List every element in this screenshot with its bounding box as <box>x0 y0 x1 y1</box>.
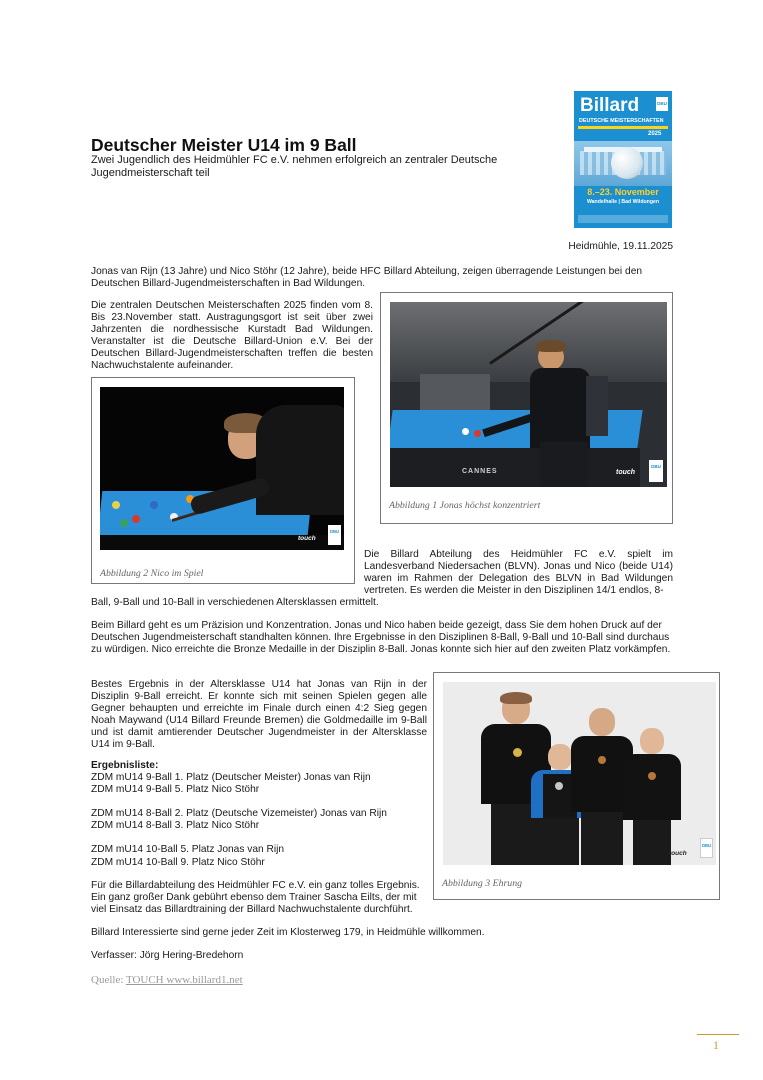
poster-title: Billard <box>580 95 640 116</box>
results-heading: Ergebnisliste: <box>91 760 159 771</box>
result-item: ZDM mU14 10-Ball 9. Platz Nico Stöhr <box>91 856 265 868</box>
result-item: ZDM mU14 9-Ball 1. Platz (Deutscher Meister) Jonas van Rijn <box>91 772 371 784</box>
department-paragraph: Die Billard Abteilung des Heidmühler FC e.V. spielt im Landesverband Niedersachen (BLVN). Jonas und Nico (beide U14) waren im Rahmen der Delegation des BLVN in Bad Wildungen vertreten. Es werden die Meister in den Disziplinen 14/1 endlos, 8- <box>364 549 673 597</box>
poster-ball <box>611 147 643 179</box>
dateline: Heidmühle, 19.11.2025 <box>568 241 673 252</box>
touch-logo: touch <box>616 469 636 476</box>
best-result-paragraph: Bestes Ergebnis in der Altersklasse U14 hat Jonas van Rijn in der Disziplin 9-Ball erreicht. Er konnte sich mit seinen Spielen gegen alle Gegner behaupten und erreichte im Finale durch einen 4:2 Sieg gegen Noah Maywand (U14 Billard Freunde Bremen) die Goldmedaille im 9-Ball und ist damit amtierender Deutscher Jugendmeister in der Altersklasse U14 im 9-Ball. <box>91 679 427 751</box>
page-title: Deutscher Meister U14 im 9 Ball <box>91 135 357 155</box>
dbu-badge: DBU <box>700 838 713 858</box>
poster-subtitle: DEUTSCHE MEISTERSCHAFTEN <box>579 118 664 124</box>
player-4 <box>623 728 681 865</box>
figure-2-caption: Abbildung 2 Nico im Spiel <box>100 568 204 579</box>
precision-paragraph: Beim Billard geht es um Präzision und Konzentration. Jonas und Nico haben beide gezeigt, dass Sie dem hohen Druck auf der Deutschen Jugendmeisterschaft standhalten können. Ihre Ergebnisse in den Disziplinen 8-Ball, 9-Ball und 10-Ball sind durchaus zu würdigen. Nico erreichte die Bronze Medaille in der Disziplin 8-Ball. Jonas konnte sich hier auf den zweiten Platz vorkämpfen. <box>91 620 671 656</box>
source-label: Quelle: <box>91 974 126 986</box>
page-number: 1 <box>713 1038 719 1052</box>
figure-3 <box>433 672 720 900</box>
poster-year: 2025 <box>648 131 662 137</box>
intro-paragraph: Jonas van Rijn (13 Jahre) und Nico Stöhr (12 Jahre), beide HFC Billard Abteilung, zeigen überragende Leistungen bei den Deutschen Billard-Jugendmeisterschaften in Bad Wildungen. <box>91 266 643 290</box>
result-item: ZDM mU14 8-Ball 3. Platz Nico Stöhr <box>91 820 260 832</box>
source-link[interactable]: TOUCH www.billard1.net <box>125 974 243 986</box>
poster-dates: 8.–23. November <box>587 187 659 197</box>
photo-award-ceremony <box>443 682 716 865</box>
poster-badge: DBU <box>656 97 668 111</box>
event-poster <box>574 91 672 228</box>
figure-3-caption: Abbildung 3 Ehrung <box>442 878 523 889</box>
result-item: ZDM mU14 8-Ball 2. Platz (Deutsche Vizemeister) Jonas van Rijn <box>91 808 387 820</box>
results-list <box>91 760 431 869</box>
touch-logo: touch <box>298 535 316 542</box>
dbu-badge: DBU <box>649 460 663 482</box>
result-item: ZDM mU14 10-Ball 5. Platz Jonas van Rijn <box>91 844 285 856</box>
department-paragraph-end: Ball, 9-Ball und 10-Ball in verschiedenen Altersklassen ermittelt. <box>91 597 379 608</box>
photo-nico-playing <box>100 387 344 550</box>
poster-venue: Wandelhalle | Bad Wildungen <box>586 199 660 205</box>
page-subtitle: Zwei Jugendlich des Heidmühler FC e.V. nehmen erfolgreich an zentraler Deutsche Jugendmeisterschaft teil <box>91 154 498 179</box>
result-item: ZDM mU14 9-Ball 5. Platz Nico Stöhr <box>91 784 260 796</box>
figure-1 <box>380 292 673 524</box>
closing-paragraph: Für die Billardabteilung des Heidmühler FC e.V. ein ganz tolles Ergebnis. Ein ganz großer Dank gebührt ebenso dem Trainer Sascha Eilts, der mit viel Einsatz das Billardtraining der Billard Nachwuchstalente durchführt. <box>91 880 420 916</box>
figure-2 <box>91 377 355 584</box>
author-line: Verfasser: Jörg Hering-Bredehorn <box>91 950 244 961</box>
footer-rule <box>697 1034 739 1035</box>
source-line <box>91 974 243 986</box>
table-brand-label: CANNES <box>462 468 498 475</box>
touch-logo: touch <box>669 850 687 857</box>
dbu-badge: DBU <box>328 525 341 545</box>
championship-paragraph: Die zentralen Deutschen Meisterschaften 2025 finden vom 8. Bis 23.November statt. Austragungsgort ist seit über zwei Jahrzenten die nordhessische Kurstadt Bad Wildungen. Veranstalter ist die Deutsche Billard-Union e.V. Bei der Deutschen Billard-Jugendmeisterschaften treffen die besten Nachwuchstalente aufeinander. <box>91 300 373 372</box>
photo-jonas-concentrated <box>390 302 667 487</box>
figure-1-caption: Abbildung 1 Jonas höchst konzentriert <box>389 500 541 511</box>
invite-paragraph: Billard Interessierte sind gerne jeder Zeit im Klosterweg 179, in Heidmühle willkommen. <box>91 927 485 938</box>
